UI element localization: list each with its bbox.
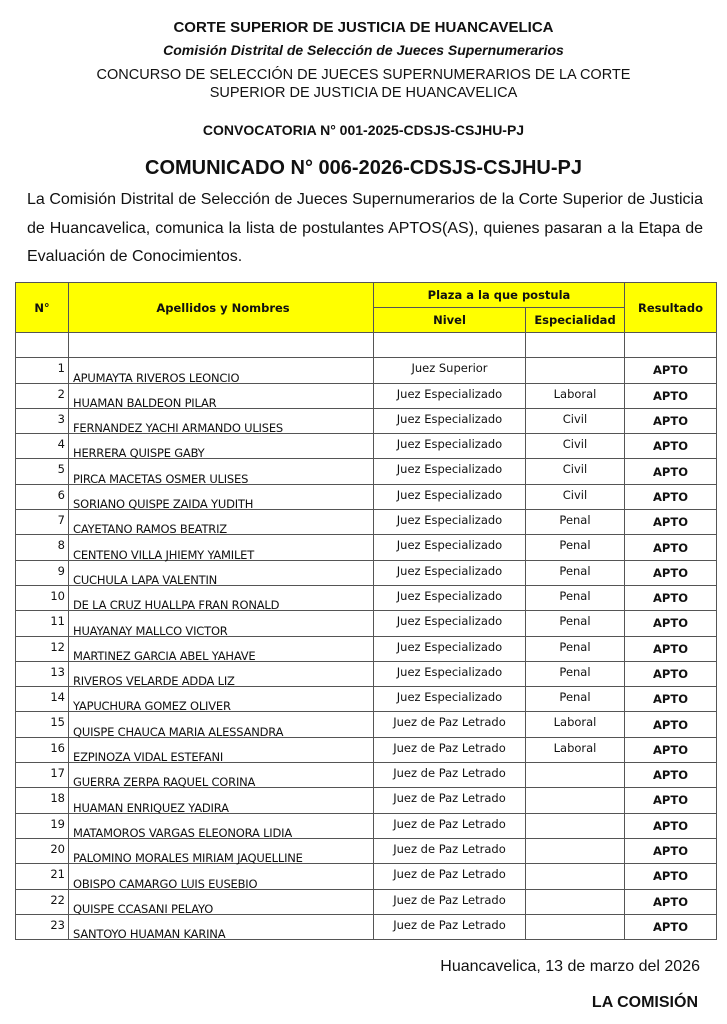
result-cell xyxy=(625,813,717,838)
level-cell-text: Juez de Paz Letrado xyxy=(393,791,506,806)
table-row xyxy=(16,408,717,433)
result-cell xyxy=(625,712,717,737)
institution-heading: CORTE SUPERIOR DE JUSTICIA DE HUANCAVELICA xyxy=(173,19,554,36)
table-row xyxy=(16,611,717,636)
result-cell xyxy=(625,737,717,762)
result-cell-text: APTO xyxy=(653,591,688,606)
applicant-name-text: HERRERA QUISPE GABY xyxy=(73,446,205,461)
result-cell xyxy=(625,459,717,484)
row-number xyxy=(16,813,69,838)
specialty-cell xyxy=(526,510,625,535)
row-number xyxy=(16,636,69,661)
specialty-cell xyxy=(526,358,625,383)
level-cell-text: Juez de Paz Letrado xyxy=(393,917,506,932)
specialty-cell xyxy=(526,484,625,509)
applicant-name xyxy=(69,510,374,535)
applicant-name-text: CAYETANO RAMOS BEATRIZ xyxy=(73,522,227,537)
row-number xyxy=(16,585,69,610)
applicant-name-text: PIRCA MACETAS OSMER ULISES xyxy=(73,471,249,486)
result-cell xyxy=(625,914,717,939)
applicant-name xyxy=(69,636,374,661)
specialty-cell xyxy=(526,408,625,433)
applicant-name-text: HUAMAN BALDEON PILAR xyxy=(73,395,217,410)
level-cell-text: Juez Especializado xyxy=(396,639,503,654)
result-cell xyxy=(625,636,717,661)
specialty-cell xyxy=(526,560,625,585)
table-row xyxy=(16,788,717,813)
applicant-name xyxy=(69,661,374,689)
result-cell-text: APTO xyxy=(653,489,688,504)
applicant-name xyxy=(69,864,374,889)
row-number-text: 7 xyxy=(57,513,65,528)
row-number xyxy=(16,889,69,914)
row-number-text: 5 xyxy=(57,462,65,477)
level-cell xyxy=(374,560,526,585)
specialty-cell-text: Penal xyxy=(559,614,591,629)
result-cell xyxy=(625,889,717,914)
level-cell xyxy=(374,889,526,914)
level-cell-text: Juez de Paz Letrado xyxy=(393,816,506,831)
row-number xyxy=(16,763,69,788)
applicant-name-text: APUMAYTA RIVEROS LEONCIO xyxy=(73,370,240,385)
level-cell-text: Juez Especializado xyxy=(396,588,503,603)
level-cell-text: Juez de Paz Letrado xyxy=(393,892,506,907)
row-number-text: 20 xyxy=(50,841,65,856)
specialty-cell xyxy=(526,585,625,610)
result-cell-text: APTO xyxy=(653,692,688,707)
specialty-cell xyxy=(526,383,625,408)
row-number xyxy=(16,459,69,484)
level-cell xyxy=(374,813,526,838)
applicant-name-text: EZPINOZA VIDAL ESTEFANI xyxy=(73,750,224,765)
commission-heading: Comisión Distrital de Selección de Jueces Supernumerarios xyxy=(163,42,564,58)
applicants-table xyxy=(15,282,717,940)
table-row xyxy=(16,864,717,889)
row-number-text: 12 xyxy=(50,639,65,654)
applicant-name xyxy=(69,813,374,838)
result-cell-text: APTO xyxy=(653,667,688,681)
result-cell xyxy=(625,408,717,433)
specialty-cell xyxy=(526,889,625,914)
result-cell-text: APTO xyxy=(653,818,688,833)
applicant-name-text: OBISPO CAMARGO LUIS EUSEBIO xyxy=(73,876,258,891)
applicant-name-text: FERNANDEZ YACHI ARMANDO ULISES xyxy=(73,421,284,436)
row-number-text: 16 xyxy=(50,740,65,755)
level-cell-text: Juez de Paz Letrado xyxy=(393,766,506,781)
specialty-cell xyxy=(526,687,625,712)
level-cell-text: Juez Especializado xyxy=(396,690,503,705)
specialty-cell-text: Laboral xyxy=(553,386,597,401)
level-cell-text: Juez Especializado xyxy=(396,614,503,629)
row-number-text: 10 xyxy=(50,588,65,603)
specialty-cell-text: Penal xyxy=(559,690,591,705)
specialty-cell-text: Penal xyxy=(559,639,591,654)
applicant-name xyxy=(69,459,374,484)
applicant-name-text: SANTOYO HUAMAN KARINA xyxy=(73,927,226,942)
applicant-name-text: QUISPE CHAUCA MARIA ALESSANDRA xyxy=(73,724,284,739)
result-cell-text: APTO xyxy=(653,768,688,783)
row-number xyxy=(16,383,69,408)
specialty-cell xyxy=(526,636,625,661)
result-cell-text: APTO xyxy=(653,742,688,757)
level-cell-text: Juez de Paz Letrado xyxy=(393,841,506,856)
applicant-name xyxy=(69,788,374,813)
row-number xyxy=(16,611,69,636)
result-cell-text: APTO xyxy=(653,363,688,378)
specialty-cell-text: Civil xyxy=(562,462,588,477)
result-cell-text: APTO xyxy=(653,414,688,429)
table-row xyxy=(16,889,717,914)
applicant-name xyxy=(69,358,374,383)
level-cell xyxy=(374,788,526,813)
applicant-name-text: GUERRA ZERPA RAQUEL CORINA xyxy=(73,775,256,790)
table-row xyxy=(16,434,717,459)
applicant-name xyxy=(69,535,374,560)
result-cell-text: APTO xyxy=(653,793,688,808)
level-cell xyxy=(374,383,526,408)
result-cell xyxy=(625,484,717,509)
table-row xyxy=(16,813,717,838)
result-cell xyxy=(625,687,717,712)
result-cell xyxy=(625,434,717,459)
specialty-cell-text: Civil xyxy=(562,411,588,426)
applicant-name-text: QUISPE CCASANI PELAYO xyxy=(73,901,214,916)
level-cell xyxy=(374,864,526,889)
specialty-cell-text: Penal xyxy=(559,664,591,679)
level-cell xyxy=(374,358,526,383)
row-number xyxy=(16,712,69,737)
row-number-text: 1 xyxy=(57,361,65,376)
row-number-text: 17 xyxy=(50,766,65,781)
level-cell-text: Juez Especializado xyxy=(396,411,503,426)
applicant-name-text: CUCHULA LAPA VALENTIN xyxy=(73,572,218,587)
level-cell-text: Juez Superior xyxy=(411,361,488,376)
level-cell xyxy=(374,661,526,686)
row-number-text: 6 xyxy=(57,487,65,502)
applicant-name xyxy=(69,914,374,942)
row-number xyxy=(16,408,69,433)
row-number-text: 3 xyxy=(57,411,65,426)
applicant-name xyxy=(69,712,374,737)
document-title: COMUNICADO N° 006-2026-CDSJS-CSJHU-PJ xyxy=(145,157,582,179)
applicant-name xyxy=(69,889,374,914)
table-header-row xyxy=(16,283,717,308)
specialty-cell-text: Penal xyxy=(559,513,591,528)
level-cell xyxy=(374,636,526,661)
applicant-name xyxy=(69,763,374,788)
applicant-name xyxy=(69,560,374,585)
table-row xyxy=(16,585,717,610)
level-cell-text: Juez Especializado xyxy=(396,563,503,578)
specialty-cell-text: Civil xyxy=(562,487,588,502)
row-number-text: 18 xyxy=(50,791,65,806)
specialty-cell-text: Laboral xyxy=(553,715,597,730)
row-number xyxy=(16,510,69,535)
applicant-name xyxy=(69,687,374,712)
column-header-result: Resultado xyxy=(625,283,717,333)
row-number xyxy=(16,434,69,459)
applicant-name xyxy=(69,585,374,613)
level-cell xyxy=(374,459,526,484)
result-cell-text: APTO xyxy=(653,616,688,631)
result-cell xyxy=(625,585,717,610)
call-number: CONVOCATORIA N° 001-2025-CDSJS-CSJHU-PJ xyxy=(202,122,525,138)
specialty-cell xyxy=(526,813,625,838)
applicant-name xyxy=(69,737,374,765)
applicant-name-text: DE LA CRUZ HUALLPA FRAN RONALD xyxy=(73,598,280,613)
result-cell-text: APTO xyxy=(653,844,688,859)
applicant-name-text: MARTINEZ GARCIA ABEL YAHAVE xyxy=(73,648,256,663)
result-cell-text: APTO xyxy=(653,641,688,656)
row-number xyxy=(16,838,69,863)
table-row xyxy=(16,484,717,509)
applicant-name-text: YAPUCHURA GOMEZ OLIVER xyxy=(73,699,231,714)
specialty-cell xyxy=(526,535,625,560)
result-cell xyxy=(625,838,717,863)
result-cell xyxy=(625,864,717,889)
row-number xyxy=(16,914,69,939)
specialty-cell-text: Civil xyxy=(562,437,588,452)
result-cell-text: APTO xyxy=(653,388,688,403)
row-number xyxy=(16,560,69,585)
row-number xyxy=(16,661,69,686)
level-cell xyxy=(374,914,526,939)
applicant-name xyxy=(69,408,374,436)
applicant-name xyxy=(69,434,374,459)
level-cell xyxy=(374,585,526,610)
column-header-level: Nivel xyxy=(374,308,526,333)
row-number xyxy=(16,484,69,509)
level-cell xyxy=(374,687,526,712)
specialty-cell-text: Penal xyxy=(559,588,591,603)
row-number xyxy=(16,358,69,383)
column-header-number: N° xyxy=(16,283,69,333)
row-number xyxy=(16,788,69,813)
applicant-name-text: PALOMINO MORALES MIRIAM JAQUELLINE xyxy=(73,851,303,866)
table-row xyxy=(16,838,717,863)
place-date: Huancavelica, 13 de marzo del 2026 xyxy=(440,958,700,975)
level-cell xyxy=(374,484,526,509)
result-cell xyxy=(625,535,717,560)
column-header-plaza: Plaza a la que postula xyxy=(374,283,625,308)
result-cell-text: APTO xyxy=(653,717,688,732)
specialty-cell xyxy=(526,864,625,889)
specialty-cell xyxy=(526,914,625,939)
level-cell xyxy=(374,434,526,459)
result-cell-text: APTO xyxy=(653,464,688,479)
intro-paragraph: La Comisión Distrital de Selección de Jueces Supernumerarios de la Corte Superior de Justicia de Huancavelica, comunica la lista de postulantes APTOS(AS), quienes pasaran a la Etapa de Evaluación de Conocimientos. xyxy=(27,191,703,265)
row-number xyxy=(16,535,69,560)
row-number-text: 13 xyxy=(50,664,65,679)
table-row xyxy=(16,737,717,762)
row-number-text: 14 xyxy=(50,690,65,705)
level-cell-text: Juez de Paz Letrado xyxy=(393,740,506,755)
column-header-name: Apellidos y Nombres xyxy=(69,283,374,333)
applicant-name xyxy=(69,484,374,512)
table-row xyxy=(16,763,717,788)
table-row xyxy=(16,358,717,383)
specialty-cell xyxy=(526,611,625,636)
level-cell xyxy=(374,838,526,863)
table-row xyxy=(16,459,717,484)
specialty-cell xyxy=(526,838,625,863)
result-cell xyxy=(625,788,717,813)
row-number xyxy=(16,687,69,712)
specialty-cell xyxy=(526,434,625,459)
row-number-text: 8 xyxy=(57,538,65,553)
level-cell xyxy=(374,535,526,560)
level-cell xyxy=(374,510,526,535)
row-number-text: 22 xyxy=(50,892,65,907)
row-number-text: 15 xyxy=(50,715,65,730)
result-cell xyxy=(625,661,717,686)
signature: LA COMISIÓN xyxy=(591,994,698,1011)
result-cell-text: APTO xyxy=(653,919,688,934)
level-cell xyxy=(374,737,526,762)
result-cell xyxy=(625,383,717,408)
specialty-cell-text: Penal xyxy=(559,563,591,578)
row-number-text: 4 xyxy=(57,437,65,452)
row-number xyxy=(16,737,69,762)
level-cell xyxy=(374,763,526,788)
level-cell-text: Juez de Paz Letrado xyxy=(393,867,506,882)
level-cell xyxy=(374,611,526,636)
row-number-text: 21 xyxy=(50,867,65,882)
result-cell-text: APTO xyxy=(653,515,688,530)
result-cell xyxy=(625,510,717,535)
level-cell-text: Juez de Paz Letrado xyxy=(393,715,506,730)
result-cell-text: APTO xyxy=(653,439,688,454)
table-row xyxy=(16,661,717,686)
result-cell xyxy=(625,611,717,636)
table-row xyxy=(16,510,717,535)
contest-heading xyxy=(0,66,727,102)
table-spacer-row xyxy=(16,333,717,358)
level-cell-text: Juez Especializado xyxy=(396,664,503,679)
result-cell-text: APTO xyxy=(653,894,688,909)
result-cell xyxy=(625,358,717,383)
table-row xyxy=(16,560,717,585)
table-row xyxy=(16,383,717,408)
applicant-name-text: CENTENO VILLA JHIEMY YAMILET xyxy=(73,547,255,562)
applicant-name xyxy=(69,383,374,408)
contest-heading-line2: SUPERIOR DE JUSTICIA DE HUANCAVELICA xyxy=(209,85,518,101)
row-number-text: 2 xyxy=(57,386,65,401)
row-number-text: 19 xyxy=(50,816,65,831)
specialty-cell-text: Laboral xyxy=(553,740,597,755)
level-cell-text: Juez Especializado xyxy=(396,487,503,502)
column-header-specialty: Especialidad xyxy=(526,308,625,333)
contest-heading-line1: CONCURSO DE SELECCIÓN DE JUECES SUPERNUMERARIOS DE LA CORTE xyxy=(96,67,631,83)
level-cell-text: Juez Especializado xyxy=(396,462,503,477)
specialty-cell xyxy=(526,788,625,813)
applicant-name-text: RIVEROS VELARDE ADDA LIZ xyxy=(73,674,235,689)
row-number-text: 9 xyxy=(57,563,65,578)
level-cell-text: Juez Especializado xyxy=(396,386,503,401)
specialty-cell-text: Penal xyxy=(559,538,591,553)
specialty-cell xyxy=(526,661,625,686)
result-cell-text: APTO xyxy=(653,869,688,884)
level-cell-text: Juez Especializado xyxy=(396,513,503,528)
result-cell xyxy=(625,560,717,585)
level-cell-text: Juez Especializado xyxy=(396,538,503,553)
specialty-cell xyxy=(526,712,625,737)
applicant-name-text: HUAMAN ENRIQUEZ YADIRA xyxy=(73,800,229,815)
result-cell xyxy=(625,763,717,788)
row-number-text: 11 xyxy=(50,614,65,629)
table-row xyxy=(16,636,717,661)
level-cell xyxy=(374,408,526,433)
result-cell-text: APTO xyxy=(653,540,688,555)
applicant-name-text: SORIANO QUISPE ZAIDA YUDITH xyxy=(73,497,254,512)
specialty-cell xyxy=(526,459,625,484)
row-number xyxy=(16,864,69,889)
level-cell xyxy=(374,712,526,737)
table-row xyxy=(16,914,717,939)
table-row xyxy=(16,687,717,712)
result-cell-text: APTO xyxy=(653,565,688,580)
applicant-name xyxy=(69,611,374,636)
table-row xyxy=(16,535,717,560)
applicant-name xyxy=(69,838,374,866)
level-cell-text: Juez Especializado xyxy=(396,437,503,452)
applicant-name-text: HUAYANAY MALLCO VICTOR xyxy=(73,623,228,638)
specialty-cell xyxy=(526,763,625,788)
row-number-text: 23 xyxy=(50,917,65,932)
applicant-name-text: MATAMOROS VARGAS ELEONORA LIDIA xyxy=(73,825,292,840)
specialty-cell xyxy=(526,737,625,762)
table-row xyxy=(16,712,717,737)
